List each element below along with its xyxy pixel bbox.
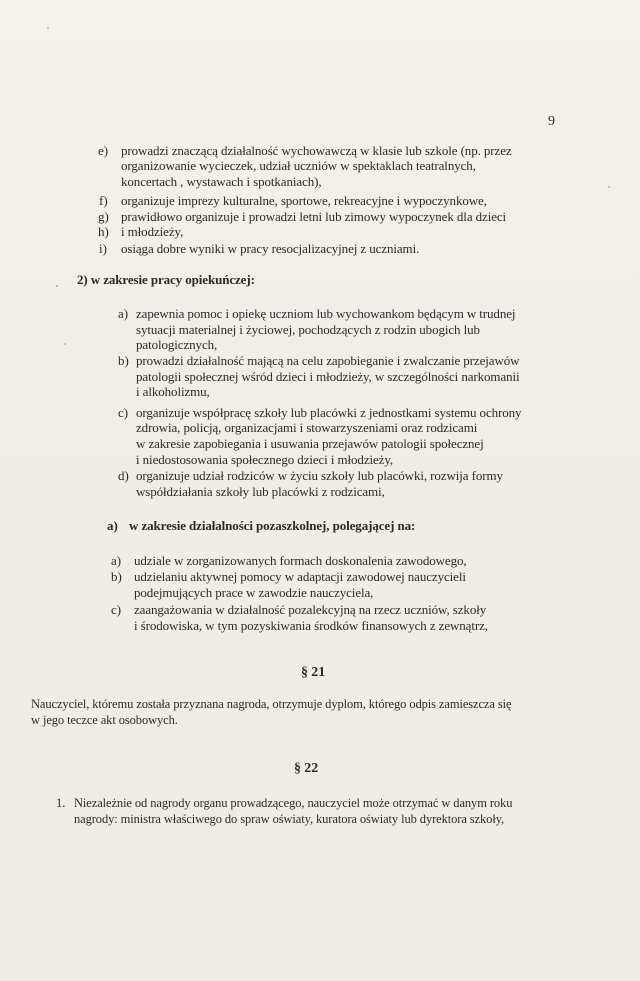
paragraph-line: w jego teczce akt osobowych. xyxy=(31,713,178,727)
list-item-line: zdrowia, policją, organizacjami i stowarzyszeniami oraz rodzicami xyxy=(136,420,478,435)
scan-speck xyxy=(47,27,49,29)
list-marker: g) xyxy=(98,209,109,224)
scan-speck xyxy=(56,285,58,287)
list-item-line: organizuje udział rodziców w życiu szkoły lub placówki, rozwija formy xyxy=(136,468,503,483)
section-heading: w zakresie działalności pozaszkolnej, polegającej na: xyxy=(129,518,416,533)
list-item-line: organizuje imprezy kulturalne, sportowe, rekreacyjne i wypoczynkowe, xyxy=(121,193,487,208)
list-marker: c) xyxy=(111,602,122,617)
list-marker: a) xyxy=(111,553,122,568)
list-marker: f) xyxy=(99,193,108,208)
list-item-line: współdziałania szkoły lub placówki z rodzicami, xyxy=(136,484,385,499)
section-mark-22: § 22 xyxy=(294,761,319,776)
list-item-line: sytuacji materialnej i życiowej, pochodzących z rodzin ubogich lub xyxy=(136,322,480,337)
list-marker: a) xyxy=(118,306,129,321)
paragraph-line: Nauczyciel, któremu została przyznana nagroda, otrzymuje dyplom, którego odpis zamieszcza się xyxy=(31,697,512,711)
list-item-line: patologicznych, xyxy=(136,337,218,352)
list-item-line: i młodzieży, xyxy=(121,224,184,239)
page-number: 9 xyxy=(548,114,555,129)
list-marker: i) xyxy=(99,241,107,256)
list-item-line: prowadzi działalność mającą na celu zapobieganie i zwalczanie przejawów xyxy=(136,353,520,368)
list-item-line: zapewnia pomoc i opiekę uczniom lub wychowankom będącym w trudnej xyxy=(136,306,516,321)
list-item-line: organizowanie wycieczek, udział uczniów w spektaklach teatralnych, xyxy=(121,158,476,173)
section-heading: 2) w zakresie pracy opiekuńczej: xyxy=(77,272,255,287)
scan-speck xyxy=(64,343,66,345)
list-item-line: organizuje współpracę szkoły lub placówki z jednostkami systemu ochrony xyxy=(136,405,522,420)
list-marker: d) xyxy=(118,468,129,483)
list-marker: b) xyxy=(118,353,129,368)
list-item-line: w zakresie zapobiegania i usuwania przejawów patologii społecznej xyxy=(136,436,484,451)
list-item-line: udzielaniu aktywnej pomocy w adaptacji zawodowej nauczycieli xyxy=(134,569,466,584)
list-item-line: zaangażowania w działalność pozalekcyjną na rzecz uczniów, szkoły xyxy=(134,602,487,617)
list-marker: c) xyxy=(118,405,129,420)
list-item-line: i środowiska, w tym pozyskiwania środków finansowych z zewnątrz, xyxy=(134,618,488,633)
paragraph-line: nagrody: ministra właściwego do spraw oświaty, kuratora oświaty lub dyrektora szkoły, xyxy=(74,812,505,826)
section-heading-marker: a) xyxy=(107,518,118,533)
list-item-line: osiąga dobre wyniki w pracy resocjalizacyjnej z uczniami. xyxy=(121,241,420,256)
list-item-line: prowadzi znaczącą działalność wychowawczą w klasie lub szkole (np. przez xyxy=(121,143,512,158)
list-item-line: i alkoholizmu, xyxy=(136,384,210,399)
paragraph-marker: 1. xyxy=(56,796,66,810)
list-item-line: patologii społecznej wśród dzieci i młodzieży, w szczególności narkomanii xyxy=(136,369,520,384)
list-marker: e) xyxy=(98,143,109,158)
list-item-line: koncertach , wystawach i spotkaniach), xyxy=(121,174,322,189)
list-item-line: prawidłowo organizuje i prowadzi letni lub zimowy wypoczynek dla dzieci xyxy=(121,209,507,224)
list-marker: b) xyxy=(111,569,122,584)
section-mark-21: § 21 xyxy=(301,665,326,680)
list-item-line: udziale w zorganizowanych formach doskonalenia zawodowego, xyxy=(134,553,467,568)
paragraph-line: Niezależnie od nagrody organu prowadzącego, nauczyciel może otrzymać w danym roku xyxy=(74,796,513,810)
scan-speck xyxy=(608,186,610,188)
list-marker: h) xyxy=(98,224,109,239)
list-item-line: podejmujących prace w zawodzie nauczyciela, xyxy=(134,585,374,600)
list-item-line: i niedostosowania społecznego dzieci i młodzieży, xyxy=(136,452,394,467)
